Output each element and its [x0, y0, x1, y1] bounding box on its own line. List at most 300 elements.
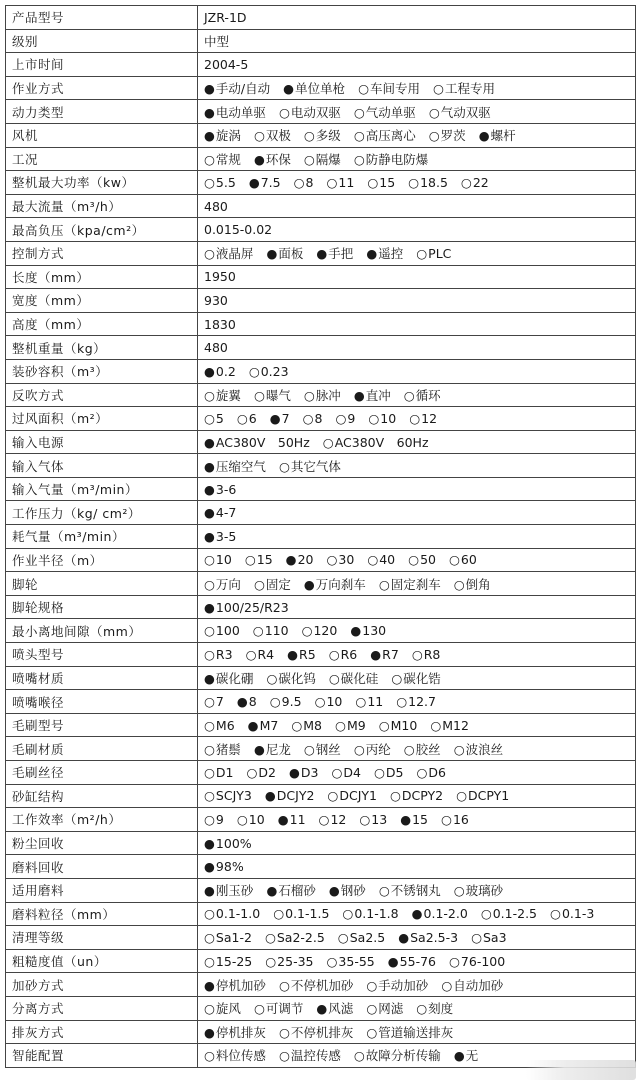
empty-circle-icon: ○: [204, 1048, 215, 1064]
spec-option-text: M10: [390, 717, 418, 733]
spec-option-text: 20: [297, 552, 314, 568]
spec-row: [6, 123, 636, 147]
empty-circle-icon: ○: [204, 576, 215, 592]
spec-label: 高度（mm）: [6, 312, 198, 336]
spec-row: [6, 312, 636, 336]
spec-option-text: 0.1-3: [561, 906, 595, 922]
spec-value-cell: [198, 713, 636, 737]
spec-option-text: 碳化锆: [403, 670, 441, 686]
empty-circle-icon: ○: [403, 741, 415, 757]
spec-option-text: 55-76: [399, 953, 436, 969]
empty-circle-icon: ○: [368, 410, 380, 426]
empty-circle-icon: ○: [353, 1048, 365, 1064]
spec-label: 粉尘回收: [6, 831, 198, 855]
spec-option-text: D5: [385, 764, 404, 780]
spec-value-cell: [198, 595, 636, 619]
spec-option-text: 11: [338, 174, 355, 190]
spec-option: [430, 718, 469, 733]
spec-option: [287, 647, 316, 662]
spec-row: [6, 6, 636, 30]
spec-option-text: 76-100: [460, 953, 506, 969]
spec-option: [355, 694, 383, 709]
empty-circle-icon: ○: [204, 174, 215, 190]
spec-option-text: R7: [382, 646, 399, 662]
empty-circle-icon: ○: [409, 410, 421, 426]
spec-option-text: 40: [379, 552, 396, 568]
spec-option-text: 高压离心: [365, 128, 416, 144]
spec-option: [379, 575, 441, 593]
spec-row: [6, 501, 636, 525]
spec-option-text: 钢砂: [340, 883, 366, 899]
spec-option: [327, 788, 377, 803]
spec-option-text: 12: [330, 811, 347, 827]
filled-circle-icon: ●: [289, 764, 300, 780]
spec-option: [391, 669, 440, 687]
spec-row: [6, 761, 636, 785]
empty-circle-icon: ○: [204, 410, 215, 426]
spec-label: 工作效率（m²/h）: [6, 808, 198, 832]
spec-value-cell: [198, 123, 636, 147]
spec-option-text: 常规: [215, 151, 241, 167]
spec-value-cell: [198, 383, 636, 407]
spec-option: [370, 647, 399, 662]
spec-option-text: 曝气: [265, 387, 291, 403]
spec-value-cell: [198, 289, 636, 313]
filled-circle-icon: ●: [204, 104, 215, 120]
spec-option-text: D6: [428, 764, 446, 780]
spec-option: [368, 411, 396, 426]
spec-option-text: 手动加砂: [378, 977, 429, 993]
spec-option: [204, 930, 252, 945]
spec-option: [204, 175, 236, 190]
spec-option-text: M9: [346, 717, 366, 733]
spec-value-cell: [198, 407, 636, 431]
spec-option-text: 可调节: [265, 1001, 304, 1017]
filled-circle-icon: ●: [204, 670, 215, 686]
spec-option: [404, 386, 441, 404]
spec-option-text: AC380V 50Hz: [215, 434, 310, 450]
filled-circle-icon: ●: [253, 741, 265, 757]
spec-label: 长度（mm）: [6, 265, 198, 289]
spec-option: [441, 812, 469, 827]
spec-option: [204, 765, 234, 780]
spec-option-text: 自动加砂: [453, 977, 504, 993]
empty-circle-icon: ○: [204, 953, 215, 969]
spec-label: 输入气量（m³/min）: [6, 477, 198, 501]
spec-label: 喷嘴材质: [6, 666, 198, 690]
spec-option: [454, 1046, 478, 1064]
empty-circle-icon: ○: [430, 717, 442, 733]
spec-option-text: 电动单驱: [215, 104, 266, 120]
spec-option: [204, 364, 236, 379]
empty-circle-icon: ○: [448, 552, 460, 568]
spec-option-text: 13: [371, 811, 388, 827]
spec-option: [204, 881, 253, 899]
spec-row: [6, 407, 636, 431]
spec-option-text: M6: [215, 717, 235, 733]
spec-option: [254, 150, 291, 168]
spec-option: [304, 386, 341, 404]
spec-option: [270, 411, 290, 426]
filled-circle-icon: ●: [398, 929, 410, 945]
spec-label: 清理等级: [6, 926, 198, 950]
spec-label: 上市时间: [6, 53, 198, 77]
spec-label: 砂缸结构: [6, 784, 198, 808]
empty-circle-icon: ○: [378, 576, 390, 592]
spec-option: [245, 552, 273, 567]
spec-option: [400, 812, 428, 827]
empty-circle-icon: ○: [342, 906, 354, 922]
spec-option-text: 玻璃砂: [465, 883, 504, 899]
spec-option: [354, 103, 416, 121]
spec-option-text: 不停机加砂: [290, 977, 354, 993]
spec-option: [253, 623, 289, 638]
empty-circle-icon: ○: [301, 623, 313, 639]
empty-circle-icon: ○: [204, 646, 215, 662]
spec-option: [204, 788, 252, 803]
empty-circle-icon: ○: [331, 764, 343, 780]
spec-option-text: 无: [465, 1048, 479, 1064]
spec-option-text: 30: [338, 552, 355, 568]
spec-option-text: 12: [421, 410, 438, 426]
spec-option: [354, 740, 391, 758]
spec-option: [315, 694, 343, 709]
empty-circle-icon: ○: [408, 552, 420, 568]
empty-circle-icon: ○: [278, 1048, 290, 1064]
empty-circle-icon: ○: [326, 552, 338, 568]
spec-option: [304, 575, 366, 593]
spec-value-cell: [198, 855, 636, 879]
empty-circle-icon: ○: [264, 929, 276, 945]
spec-option-text: DCPY2: [401, 788, 444, 804]
spec-option: [279, 976, 353, 994]
spec-row: [6, 713, 636, 737]
spec-option-text: 液晶屏: [215, 246, 254, 262]
spec-label: 脚轮规格: [6, 595, 198, 619]
spec-option: [416, 246, 451, 261]
empty-circle-icon: ○: [278, 977, 290, 993]
empty-circle-icon: ○: [326, 953, 338, 969]
spec-value-cell: [198, 241, 636, 265]
spec-row: [6, 29, 636, 53]
empty-circle-icon: ○: [359, 811, 371, 827]
empty-circle-icon: ○: [293, 174, 305, 190]
empty-circle-icon: ○: [265, 953, 277, 969]
spec-option-text: 12.7: [408, 694, 436, 710]
empty-circle-icon: ○: [322, 434, 334, 450]
spec-option: [367, 175, 395, 190]
spec-option: [204, 812, 224, 827]
empty-circle-icon: ○: [253, 576, 265, 592]
spec-option: [417, 765, 447, 780]
spec-option-text: 气动单驱: [365, 104, 416, 120]
spec-option-text: 60: [460, 552, 477, 568]
spec-option-text: 3-6: [215, 481, 237, 497]
spec-label: 最小离地间隙（mm）: [6, 619, 198, 643]
spec-option: [248, 718, 279, 733]
spec-label: 粗糙度值（un）: [6, 949, 198, 973]
spec-option-text: Sa2.5: [349, 929, 386, 945]
empty-circle-icon: ○: [480, 906, 492, 922]
empty-circle-icon: ○: [389, 788, 401, 804]
spec-row: [6, 926, 636, 950]
spec-option: [302, 623, 338, 638]
spec-option: [279, 1023, 353, 1041]
spec-option: [204, 505, 236, 520]
spec-value-cell: [198, 501, 636, 525]
empty-circle-icon: ○: [367, 552, 379, 568]
empty-circle-icon: ○: [353, 104, 365, 120]
filled-circle-icon: ●: [247, 717, 259, 733]
spec-label: 磨料回收: [6, 855, 198, 879]
spec-option: [416, 999, 453, 1017]
spec-label: 作业半径（m）: [6, 548, 198, 572]
spec-value-cell: [198, 194, 636, 218]
spec-option: [329, 881, 366, 899]
spec-value-cell: [198, 76, 636, 100]
filled-circle-icon: ●: [266, 246, 278, 262]
empty-circle-icon: ○: [367, 174, 379, 190]
spec-option: [237, 694, 257, 709]
spec-option: [204, 411, 224, 426]
filled-circle-icon: ●: [316, 1001, 328, 1017]
spec-row: [6, 1020, 636, 1044]
filled-circle-icon: ●: [204, 1024, 215, 1040]
spec-row: [6, 289, 636, 313]
spec-value-cell: [198, 761, 636, 785]
spec-value-cell: [198, 666, 636, 690]
spec-label: 毛刷材质: [6, 737, 198, 761]
spec-option-text: D1: [215, 764, 234, 780]
spec-option-text: PLC: [428, 246, 452, 262]
spec-label: 分离方式: [6, 996, 198, 1020]
spec-option-text: 100/25/R23: [215, 599, 289, 615]
spec-option-text: 0.1-1.8: [354, 906, 399, 922]
empty-circle-icon: ○: [204, 764, 215, 780]
spec-option-text: 其它气体: [290, 458, 341, 474]
filled-circle-icon: ●: [285, 552, 297, 568]
spec-value-cell: [198, 147, 636, 171]
spec-row: [6, 572, 636, 596]
empty-circle-icon: ○: [366, 1001, 378, 1017]
spec-option-text: 不锈钢丸: [390, 883, 441, 899]
spec-option: [254, 740, 291, 758]
spec-option-text: 气动双驱: [440, 104, 491, 120]
empty-circle-icon: ○: [204, 623, 215, 639]
spec-option: [471, 930, 506, 945]
spec-option: [366, 999, 403, 1017]
empty-circle-icon: ○: [471, 929, 482, 945]
spec-option: [204, 954, 252, 969]
spec-option-text: 面板: [278, 246, 304, 262]
spec-label: 级别: [6, 29, 198, 53]
empty-circle-icon: ○: [328, 670, 340, 686]
spec-option-text: 石榴砂: [278, 883, 316, 899]
spec-value-cell: [198, 737, 636, 761]
spec-row: [6, 359, 636, 383]
spec-label: 智能配置: [6, 1044, 198, 1068]
spec-option: [204, 103, 266, 121]
spec-label: 整机重量（kg）: [6, 336, 198, 360]
empty-circle-icon: ○: [278, 104, 290, 120]
spec-value: JZR-1D: [204, 9, 247, 25]
spec-value-cell: [198, 100, 636, 124]
spec-option-text: 风滤: [328, 1001, 354, 1017]
spec-label: 排灰方式: [6, 1020, 198, 1044]
empty-circle-icon: ○: [291, 717, 303, 733]
spec-option-text: 碳化硼: [215, 670, 254, 686]
empty-circle-icon: ○: [328, 646, 340, 662]
empty-circle-icon: ○: [302, 410, 314, 426]
spec-option-text: 旋风: [215, 1001, 241, 1017]
spec-option-text: 15: [412, 811, 429, 827]
spec-option-text: Sa2-2.5: [276, 929, 325, 945]
spec-option: [249, 364, 289, 379]
spec-option-text: 罗茨: [440, 128, 466, 144]
spec-option-text: Sa1-2: [215, 929, 252, 945]
empty-circle-icon: ○: [433, 81, 444, 97]
filled-circle-icon: ●: [387, 953, 399, 969]
spec-option-text: 刻度: [428, 1001, 454, 1017]
spec-option-text: 不停机排灰: [290, 1024, 354, 1040]
spec-option: [204, 976, 266, 994]
filled-circle-icon: ●: [253, 151, 265, 167]
spec-option-text: 脉冲: [315, 387, 341, 403]
spec-option: [359, 812, 387, 827]
spec-option: [294, 175, 314, 190]
spec-option: [412, 647, 441, 662]
spec-option-text: 16: [452, 811, 469, 827]
spec-option-text: 多级: [315, 128, 341, 144]
filled-circle-icon: ●: [204, 363, 215, 379]
spec-row: [6, 218, 636, 242]
spec-value-cell: [198, 878, 636, 902]
spec-option: [335, 718, 366, 733]
spec-value: 1830: [204, 316, 236, 332]
spec-option-text: R8: [423, 646, 441, 662]
filled-circle-icon: ●: [283, 81, 295, 97]
empty-circle-icon: ○: [278, 458, 290, 474]
empty-circle-icon: ○: [428, 104, 440, 120]
spec-label: 输入电源: [6, 430, 198, 454]
spec-option-text: 工程专用: [444, 81, 495, 97]
empty-circle-icon: ○: [204, 552, 215, 568]
empty-circle-icon: ○: [253, 1001, 265, 1017]
empty-circle-icon: ○: [204, 906, 215, 922]
spec-option-text: 5.5: [215, 174, 236, 190]
spec-value: 2004-5: [204, 56, 249, 72]
spec-row: [6, 808, 636, 832]
spec-option: [390, 788, 443, 803]
empty-circle-icon: ○: [326, 174, 338, 190]
spec-option: [291, 718, 322, 733]
spec-table-body: [6, 6, 636, 1068]
spec-row: [6, 100, 636, 124]
spec-option: [254, 386, 291, 404]
spec-option-text: 万向刹车: [315, 576, 366, 592]
spec-option: [429, 103, 491, 121]
spec-option: [204, 647, 233, 662]
empty-circle-icon: ○: [460, 174, 472, 190]
spec-option-text: R4: [257, 646, 275, 662]
spec-option-text: 11: [367, 694, 384, 710]
spec-value-cell: [198, 643, 636, 667]
spec-value-cell: [198, 619, 636, 643]
spec-option-text: 50: [420, 552, 436, 568]
spec-label: 装砂容积（m³）: [6, 359, 198, 383]
empty-circle-icon: ○: [246, 764, 258, 780]
filled-circle-icon: ●: [204, 505, 215, 521]
spec-row: [6, 619, 636, 643]
spec-value-cell: [198, 171, 636, 195]
spec-option: [461, 175, 489, 190]
spec-label: 过风面积（m²）: [6, 407, 198, 431]
spec-option-text: 9: [347, 410, 356, 426]
spec-option-text: 4-7: [215, 505, 237, 521]
spec-option-text: 遥控: [378, 246, 404, 262]
empty-circle-icon: ○: [269, 694, 281, 710]
spec-value-cell: [198, 1020, 636, 1044]
empty-circle-icon: ○: [204, 246, 215, 262]
spec-option-text: 110: [264, 623, 289, 639]
spec-option-text: 碳化硅: [340, 670, 379, 686]
spec-option: [342, 906, 398, 921]
spec-value-cell: [198, 690, 636, 714]
spec-row: [6, 76, 636, 100]
spec-option-text: 直冲: [365, 387, 391, 403]
watermark-overlay: [526, 1060, 636, 1080]
spec-row: [6, 996, 636, 1020]
spec-option: [454, 881, 503, 899]
spec-option-text: AC380V 60Hz: [334, 434, 429, 450]
spec-option-text: 8: [305, 174, 314, 190]
spec-option: [408, 552, 436, 567]
empty-circle-icon: ○: [335, 717, 346, 733]
spec-option: [358, 79, 420, 97]
spec-option-text: M12: [442, 717, 469, 733]
filled-circle-icon: ●: [453, 1048, 465, 1064]
spec-value-cell: [198, 808, 636, 832]
empty-circle-icon: ○: [204, 788, 215, 804]
filled-circle-icon: ●: [478, 128, 490, 144]
spec-row: [6, 548, 636, 572]
spec-value-cell: [198, 430, 636, 454]
empty-circle-icon: ○: [253, 128, 265, 144]
filled-circle-icon: ●: [204, 81, 215, 97]
spec-option: [366, 976, 428, 994]
empty-circle-icon: ○: [253, 387, 265, 403]
empty-circle-icon: ○: [374, 764, 385, 780]
spec-row: [6, 171, 636, 195]
spec-value-cell: [198, 784, 636, 808]
spec-option-text: 单位单枪: [295, 81, 346, 97]
spec-label: 产品型号: [6, 6, 198, 30]
filled-circle-icon: ●: [353, 387, 365, 403]
filled-circle-icon: ●: [411, 906, 423, 922]
spec-option: [326, 552, 354, 567]
spec-value-cell: [198, 218, 636, 242]
empty-circle-icon: ○: [453, 576, 465, 592]
spec-option: [327, 954, 375, 969]
empty-circle-icon: ○: [416, 246, 428, 262]
spec-option-text: 钢丝: [315, 741, 341, 757]
spec-option-text: 温控传感: [290, 1048, 341, 1064]
spec-option-text: 胶丝: [415, 741, 441, 757]
spec-option: [350, 623, 386, 638]
spec-option-text: M8: [303, 717, 323, 733]
spec-value-cell: [198, 902, 636, 926]
spec-option: [289, 765, 319, 780]
